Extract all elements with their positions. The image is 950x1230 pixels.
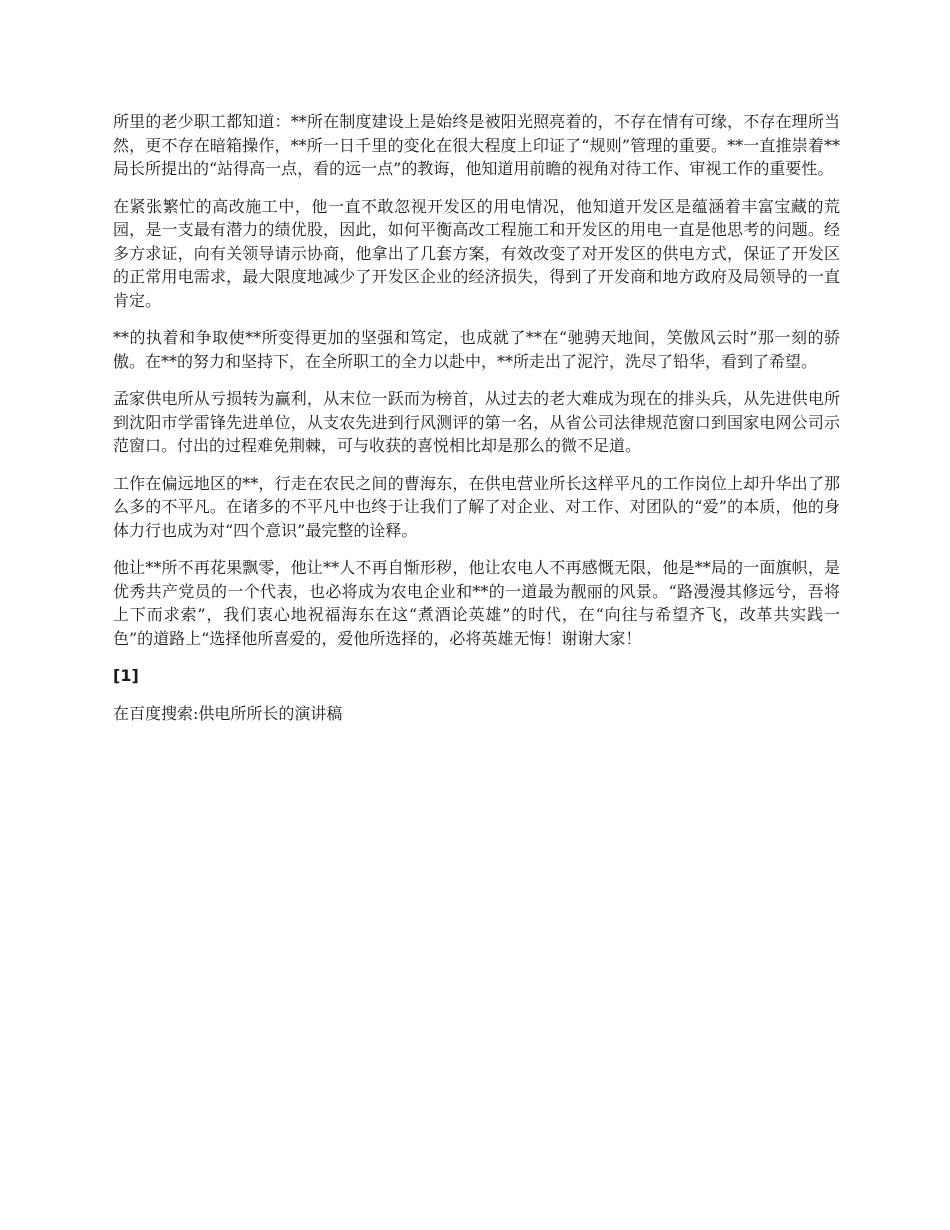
- paragraph-3: **的执着和争取使**所变得更加的坚强和笃定，也成就了**在“驰骋天地间，笑傲风云时”那一刻的骄傲。在**的努力和坚持下，在全所职工的全力以赴中，**所走出了泥泞，洗尽了铅华，看到了希望。: [113, 328, 840, 371]
- reference-mark: [1]: [113, 666, 139, 685]
- search-line: 在百度搜索:供电所所长的演讲稿: [113, 703, 343, 723]
- paragraph-1: 所里的老少职工都知道：**所在制度建设上是始终是被阳光照亮着的，不存在情有可缘，不存在理所当然，更不存在暗箱操作，**所一日千里的变化在很大程度上印证了“规则”管理的重要。**一直推崇着**局长所提出的“站得高一点，看的远一点”的教诲，他知道用前瞻的视角对待工作、审视工作的重要性。: [113, 112, 840, 178]
- paragraph-6: 他让**所不再花果飘零，他让**人不再自惭形秽，他让农电人不再感慨无限，他是**局的一面旗帜，是优秀共产党员的一个代表，也必将成为农电企业和**的一道最为靓丽的风景。“路漫漫其修远兮，吾将上下而求索”，我们衷心地祝福海东在这“煮酒论英雄”的时代，在“向往与希望齐飞，改革共实践一色”的道路上“选择他所喜爱的，爱他所选择的，必将英雄无悔！谢谢大家！: [113, 558, 840, 648]
- paragraph-2: 在紧张繁忙的高改施工中，他一直不敢忽视开发区的用电情况，他知道开发区是蕴涵着丰富宝藏的荒园，是一支最有潜力的绩优股，因此，如何平衡高改工程施工和开发区的用电一直是他思考的问题。经多方求证，向有关领导请示协商，他拿出了几套方案，有效改变了对开发区的供电方式，保证了开发区的正常用电需求，最大限度地减少了开发区企业的经济损失，得到了开发商和地方政府及局领导的一直肯定。: [113, 196, 840, 310]
- paragraph-5: 工作在偏远地区的**，行走在农民之间的曹海东，在供电营业所长这样平凡的工作岗位上却升华出了那么多的不平凡。在诸多的不平凡中也终于让我们了解了对企业、对工作、对团队的“爱”的本质，他的身体力行也成为对“四个意识”最完整的诠释。: [113, 473, 840, 540]
- document-body: [113, 110, 840, 725]
- paragraph-4: 孟家供电所从亏损转为赢利，从末位一跃而为榜首，从过去的老大难成为现在的排头兵，从先进供电所到沈阳市学雷锋先进单位，从支农先进到行风测评的第一名，从省公司法律规范窗口到国家电网公司示范窗口。付出的过程难免荆棘，可与收获的喜悦相比却是那么的微不足道。: [113, 389, 840, 455]
